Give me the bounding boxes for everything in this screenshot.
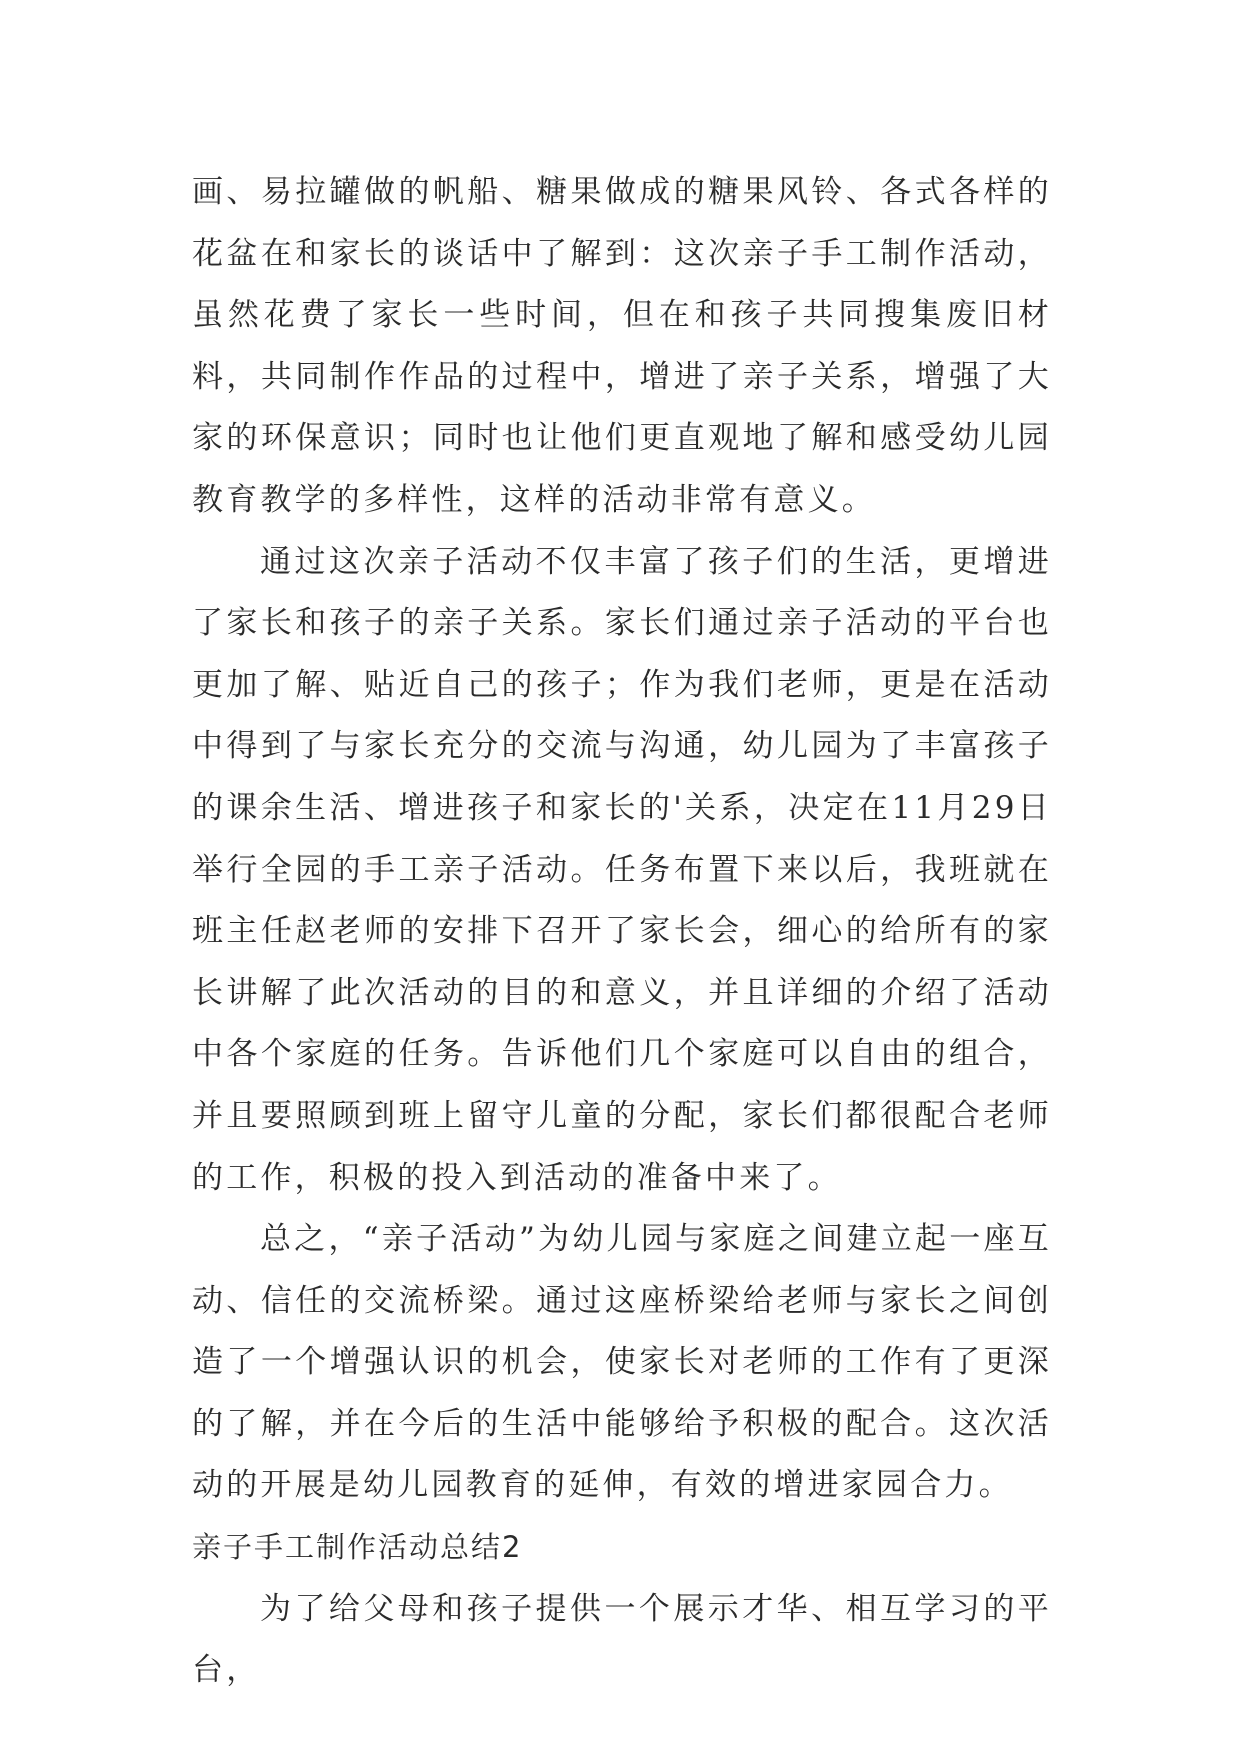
paragraph-section-start: 为了给父母和孩子提供一个展示才华、相互学习的平台， xyxy=(192,1590,1052,1689)
section-heading: 亲子手工制作活动总结2 xyxy=(192,1530,523,1565)
paragraph-activity-details: 通过这次亲子活动不仅丰富了孩子们的生活，更增进了家长和孩子的亲子关系。家长们通过亲子活动的平台也更加了解、贴近自己的孩子；作为我们老师，更是在活动中得到了与家长充分的交流与沟通，幼儿园为了丰富孩子的课余生活、增进孩子和家长的'关系，决定在11月29日举行全园的手工亲子活动。任务布置下来以后，我班就在班主任赵老师的安排下召开了家长会，细心的给所有的家长讲解了此次活动的目的和意义，并且详细的介绍了活动中各个家庭的任务。告诉他们几个家庭可以自由的组合，并且要照顾到班上留守儿童的分配，家长们都很配合老师的工作，积极的投入到活动的准备中来了。 xyxy=(192,543,1052,1196)
document-body xyxy=(192,162,1052,1702)
paragraph-conclusion: 总之，“亲子活动”为幼儿园与家庭之间建立起一座互动、信任的交流桥梁。通过这座桥梁给老师与家长之间创造了一个增强认识的机会，使家长对老师的工作有了更深的了解，并在今后的生活中能够给予积极的配合。这次活动的开展是幼儿园教育的延伸，有效的增进家园合力。 xyxy=(192,1221,1052,1504)
paragraph-continuation: 画、易拉罐做的帆船、糖果做成的糖果风铃、各式各样的花盆在和家长的谈话中了解到：这次亲子手工制作活动，虽然花费了家长一些时间，但在和孩子共同搜集废旧材料，共同制作作品的过程中，增进了亲子关系，增强了大家的环保意识；同时也让他们更直观地了解和感受幼儿园教育教学的多样性，这样的活动非常有意义。 xyxy=(192,174,1052,518)
